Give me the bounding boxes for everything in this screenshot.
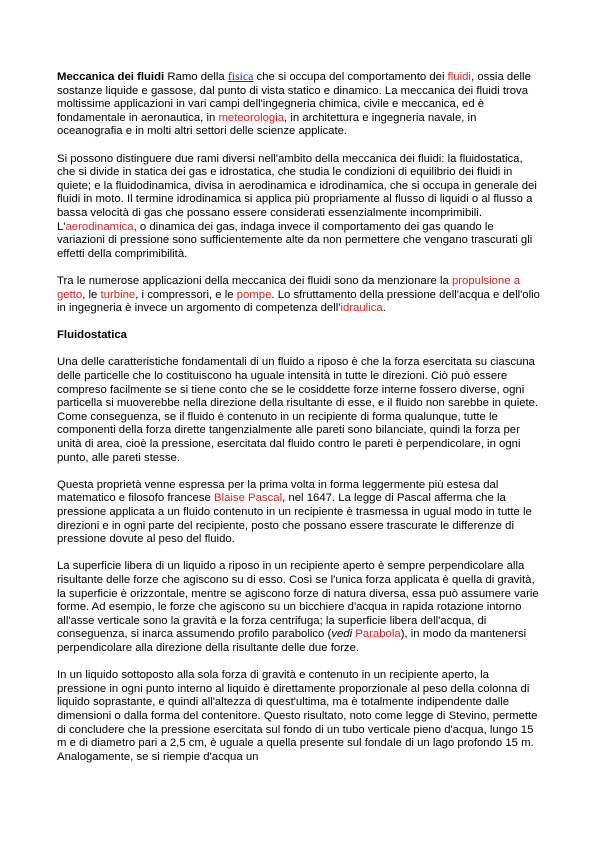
text-segment: che si occupa del comportamento dei xyxy=(253,71,448,83)
text-segment: , ossia delle sostanze liquide e gassose, dal punto di vista statico e dinamico. La meccanica dei fluidi trova moltissime applicazioni in vari campi dell'ingegneria chimica, civile e meccanica, ed è fondamentale in aeronautica, in xyxy=(57,71,531,124)
text-segment: ), in modo da mantenersi perpendicolare alla direzione della risultante delle due forze. xyxy=(57,628,527,654)
text-segment: , le xyxy=(82,288,101,301)
paragraph-branches xyxy=(57,153,541,262)
section-heading: Fluidostatica xyxy=(57,329,127,342)
text-segment: . Lo sfruttamento della pressione dell'acqua e dell'olio in ingegneria è invece un argomento di competenza dell' xyxy=(57,288,540,315)
document-page xyxy=(57,70,541,778)
link-propulsione-a-getto[interactable]: propulsione a getto xyxy=(57,274,521,301)
text-segment: Questa proprietà venne espressa per la prima volta in forma leggermente più estesa dal matematico e filosofo francese xyxy=(57,478,499,505)
paragraph-applications xyxy=(57,275,541,316)
link-blaise-pascal[interactable]: Blaise Pascal xyxy=(214,492,283,505)
link-fisica[interactable]: fisica xyxy=(227,69,254,83)
link-idraulica[interactable]: idraulica xyxy=(340,302,383,315)
paragraph-pascal xyxy=(57,479,541,547)
text-segment: Si possono distinguere due rami diversi nell'ambito della meccanica dei fluidi: la fluidostatica, che si divide in statica dei gas e idrostatica, che studia le condizioni di equilibrio dei fluidi in quiete; e la fluidodinamica, divisa in aerodinamica e idrodinamica, che si occupa in generale dei fluidi in moto. Il termine idrodinamica si applica più propriamente al flusso di liquidi o al flusso a bassa velocità di gas che possano essere considerati essenzialmente incomprimibili. L' xyxy=(57,152,537,233)
paragraph-free-surface xyxy=(57,560,541,655)
text-segment: La superficie libera di un liquido a riposo in un recipiente aperto è sempre perpendicolare alla risultante delle forze che agiscono su di esso. Così se l'unica forza applicata è quella di gravità, la superficie è orizzontale, mentre se agiscono forze di natura diversa, essa può assumere varie forme. Ad esempio, le forze che agiscono su un bicchiere d'acqua in rapida rotazione intorno all'asse verticale sono la gravità e la forza centrifuga; la superficie libera dell'acqua, di conseguenza, si inarca assumendo profilo parabolico ( xyxy=(57,560,539,641)
link-pompe[interactable]: pompe xyxy=(236,288,272,301)
link-meteorologia[interactable]: meteorologia xyxy=(218,111,285,124)
paragraph-stevino: In un liquido sottoposto alla sola forza di gravità e contenuto in un recipiente aperto, la pressione in ogni punto interno al liquido è direttamente proporzionale al peso della colonna di liquido soprastante, e quindi all'altezza di quest'ultima, ma è totalmente indipendente dalle dimensioni o dalla forma del contenitore. Questo risultato, noto come legge di Stevino, permette di concludere che la pressione esercitata sul fondo di un tubo verticale pieno d'acqua, lungo 15 m e di diametro pari a 2,5 cm, è uguale a quella presente sul fondale di un lago profondo 15 m. Analogamente, se si riempie d'acqua un xyxy=(57,669,538,763)
text-segment: . xyxy=(382,302,386,315)
link-parabola[interactable]: Parabola xyxy=(355,628,401,641)
text-segment: , nel 1647. La legge di Pascal afferma che la pressione applicata a un fluido contenuto in un recipiente è trasmessa in ugual modo in tutte le direzioni e in ogni parte del recipiente, posto che possano essere trascurate le differenze di pressione dovute al peso del fluido. xyxy=(57,492,532,546)
text-segment: , o dinamica dei gas, indaga invece il comportamento dei gas quando le variazioni di pressione sono sufficientemente alte da non permettere che vengano trascurati gli effetti della comprimibilità. xyxy=(57,220,533,260)
paragraph-fluid-at-rest: Una delle caratteristiche fondamentali di un fluido a riposo è che la forza esercitata su ciascuna delle particelle che lo costituiscono ha uguale intensità in tutte le direzioni. Ciò può essere compreso facilmente se si tiene conto che se le cosiddette forze interne fossero diverse, ogni particella si muoverebbe nella direzione della risultante di esse, e il fluido non sarebbe in quiete. Come conseguenza, se il fluido è contenuto in un recipiente di forma qualunque, tutte le componenti della forza dirette tangenzialmente alle pareti sono bilanciate, quindi la forza per unità di area, cioè la pressione, esercitata dal fluido contro le pareti è perpendicolare, in ogni punto, alle pareti stesse. xyxy=(57,356,539,464)
text-segment: , in architettura e ingegneria navale, in oceanografia e in molti altri settori delle scienze applicate. xyxy=(57,111,477,138)
paragraph-intro xyxy=(57,70,541,139)
link-fluidi[interactable]: fluidi xyxy=(447,71,471,83)
lead-term: Meccanica dei fluidi xyxy=(57,71,165,83)
text-segment: , i compressori, e le xyxy=(135,288,237,301)
text-segment: Tra le numerose applicazioni della meccanica dei fluidi sono da menzionare la xyxy=(57,274,452,287)
vedi-text: vedi xyxy=(331,628,353,641)
text-segment: Ramo della xyxy=(164,71,228,83)
link-aerodinamica[interactable]: aerodinamica xyxy=(65,220,134,233)
link-turbine[interactable]: turbine xyxy=(100,288,136,301)
